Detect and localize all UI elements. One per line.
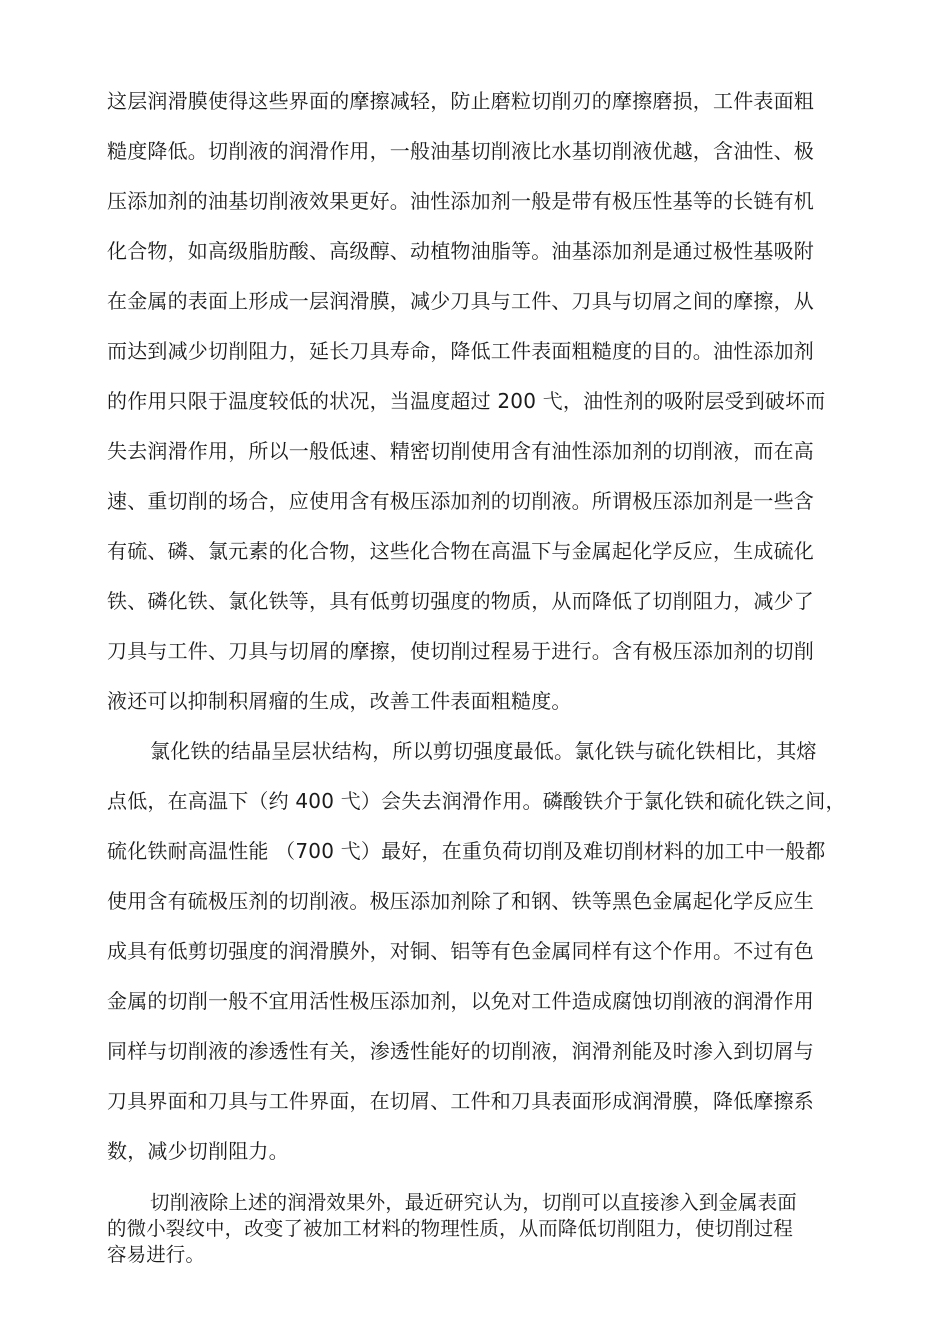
paragraph-line: 金属的切削一般不宜用活性极压添加剂，以免对工件造成腐蚀切削液的润滑作用 <box>107 989 814 1013</box>
paragraph-line: 容易进行。 <box>107 1243 206 1266</box>
paragraph-line: 化合物，如高级脂肪酸、高级醇、动植物油脂等。油基添加剂是通过极性基吸附 <box>107 239 814 263</box>
paragraph-line: 液还可以抑制积屑瘤的生成，改善工件表面粗糙度。 <box>107 689 572 713</box>
paragraph-line: 使用含有硫极压剂的切削液。极压添加剂除了和钢、铁等黑色金属起化学反应生 <box>107 889 814 913</box>
paragraph-line: 成具有低剪切强度的润滑膜外，对铜、铝等有色金属同样有这个作用。不过有色 <box>107 939 814 963</box>
paragraph-line: 氯化铁的结晶呈层状结构，所以剪切强度最低。氯化铁与硫化铁相比，其熔 <box>150 739 817 763</box>
paragraph-line: 的作用只限于温度较低的状况，当温度超过 200 弋，油性剂的吸附层受到破坏而 <box>107 389 826 413</box>
paragraph-line: 点低，在高温下（约 400 弋）会失去润滑作用。磷酸铁介于氯化铁和硫化铁之间， <box>107 789 846 813</box>
paragraph-line: 铁、磷化铁、氯化铁等，具有低剪切强度的物质，从而降低了切削阻力，减少了 <box>107 589 814 613</box>
paragraph-line: 这层润滑膜使得这些界面的摩擦减轻，防止磨粒切削刃的摩擦磨损，工件表面粗 <box>107 89 814 113</box>
paragraph-line: 数，减少切削阻力。 <box>107 1139 289 1163</box>
paragraph-line: 刀具与工件、刀具与切屑的摩擦，使切削过程易于进行。含有极压添加剂的切削 <box>107 639 814 663</box>
paragraph-line: 刀具界面和刀具与工件界面，在切屑、工件和刀具表面形成润滑膜，降低摩擦系 <box>107 1089 814 1113</box>
paragraph-line: 失去润滑作用，所以一般低速、精密切削使用含有油性添加剂的切削液，而在高 <box>107 439 814 463</box>
paragraph-line: 速、重切削的场合，应使用含有极压添加剂的切削液。所谓极压添加剂是一些含 <box>107 489 814 513</box>
paragraph-line: 而达到减少切削阻力，延长刀具寿命，降低工件表面粗糙度的目的。油性添加剂 <box>107 339 814 363</box>
paragraph-line: 硫化铁耐高温性能 （700 弋）最好，在重负荷切削及难切削材料的加工中一般都 <box>107 839 826 863</box>
paragraph-line: 压添加剂的油基切削液效果更好。油性添加剂一般是带有极压性基等的长链有机 <box>107 189 814 213</box>
paragraph-line: 同样与切削液的渗透性有关，渗透性能好的切削液，润滑剂能及时渗入到切屑与 <box>107 1039 814 1063</box>
paragraph-line: 切削液除上述的润滑效果外，最近研究认为，切削可以直接渗入到金属表面 <box>150 1191 797 1214</box>
paragraph-line: 有硫、磷、氯元素的化合物，这些化合物在高温下与金属起化学反应，生成硫化 <box>107 539 814 563</box>
paragraph-line: 在金属的表面上形成一层润滑膜，减少刀具与工件、刀具与切屑之间的摩擦，从 <box>107 289 814 313</box>
paragraph-line: 的微小裂纹中，改变了被加工材料的物理性质，从而降低切削阻力，使切削过程 <box>107 1217 794 1240</box>
paragraph-line: 糙度降低。切削液的润滑作用，一般油基切削液比水基切削液优越，含油性、极 <box>107 139 814 163</box>
